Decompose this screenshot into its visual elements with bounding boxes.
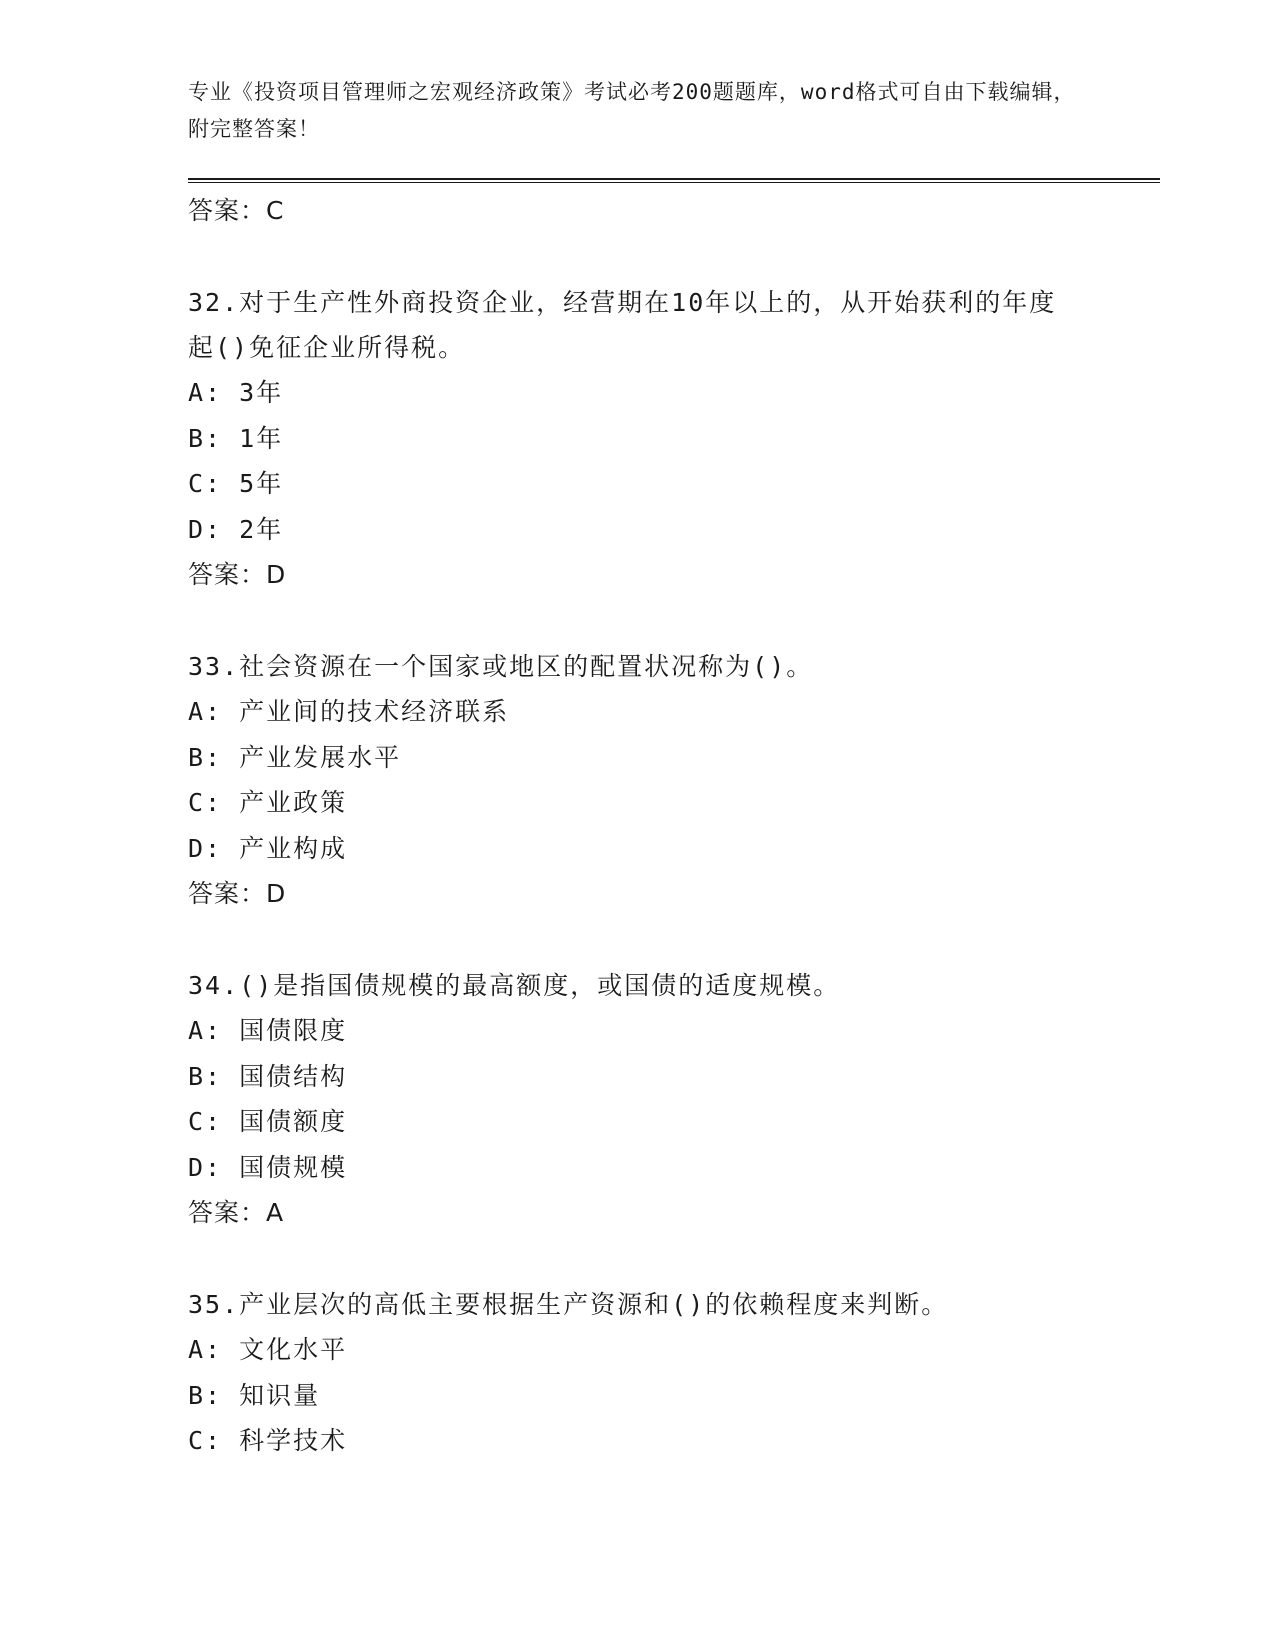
question-list — [188, 188, 1068, 1464]
document-header: 专业《投资项目管理师之宏观经济政策》考试必考200题题库，word格式可自由下载编辑，附完整答案！ — [188, 80, 1076, 141]
question-32 — [188, 280, 1068, 598]
option-c: C: 产业政策 — [188, 788, 348, 817]
option-a: A: 3年 — [188, 378, 284, 407]
question-text: 32.对于生产性外商投资企业，经营期在10年以上的，从开始获利的年度起()免征企业所得税。 — [188, 288, 1057, 362]
option-a: A: 产业间的技术经济联系 — [188, 697, 510, 726]
question-text: 34.()是指国债规模的最高额度，或国债的适度规模。 — [188, 971, 841, 1000]
option-d: D: 国债规模 — [188, 1152, 348, 1182]
option-c: C: 国债额度 — [188, 1107, 348, 1136]
option-b: B: 1年 — [188, 423, 284, 453]
question-34 — [188, 963, 1068, 1236]
question-text: 35.产业层次的高低主要根据生产资源和()的依赖程度来判断。 — [188, 1290, 949, 1319]
option-a: A: 国债限度 — [188, 1016, 348, 1045]
answer-line: 答案：A — [188, 1198, 285, 1227]
option-b: B: 产业发展水平 — [188, 742, 402, 772]
question-33 — [188, 644, 1068, 917]
answer-line: 答案：C — [188, 196, 285, 225]
option-a: A: 文化水平 — [188, 1335, 348, 1364]
option-c: C: 5年 — [188, 469, 284, 498]
option-b: B: 国债结构 — [188, 1061, 348, 1091]
answer-line: 答案：D — [188, 560, 287, 589]
question-text: 33.社会资源在一个国家或地区的配置状况称为()。 — [188, 652, 814, 681]
header-divider — [188, 178, 1160, 183]
option-d: D: 产业构成 — [188, 833, 348, 863]
option-b: B: 知识量 — [188, 1380, 321, 1410]
answer-line: 答案：D — [188, 879, 287, 908]
question-35 — [188, 1282, 1068, 1464]
option-d: D: 2年 — [188, 514, 284, 544]
option-c: C: 科学技术 — [188, 1426, 348, 1455]
